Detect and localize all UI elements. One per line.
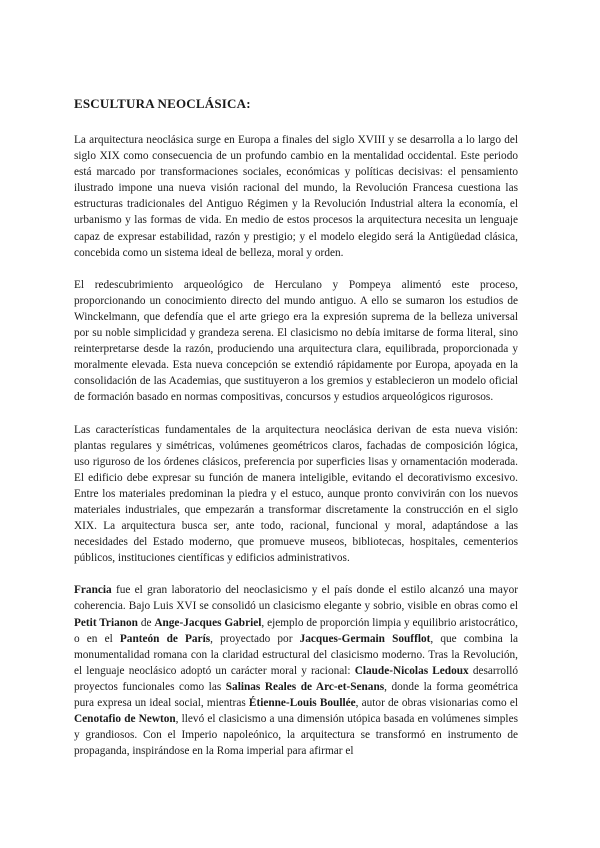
term-panteon: Panteón de París (119, 632, 211, 645)
text-run: , ejemplo de proporción limpia y equilibrio aristocrático, o en el (74, 616, 518, 645)
term-petit-trianon: Petit Trianon (74, 616, 138, 629)
text-run: , proyectado por (210, 632, 300, 645)
term-francia: Francia (74, 584, 112, 597)
term-ledoux: Claude-Nicolas Ledoux (354, 664, 469, 677)
page-title: ESCULTURA NEOCLÁSICA: (74, 96, 251, 111)
text-run: de (137, 616, 155, 629)
term-cenotafio: Cenotafio de Newton (74, 713, 176, 726)
text-run: fue el gran laboratorio del neoclasicismo y el país donde el estilo alcanzó una mayor coherencia. Bajo Luis XVI se consolidó un clasicismo elegante y sobrio, visible en obras como el (74, 584, 518, 613)
term-gabriel: Ange-Jacques Gabriel (154, 616, 262, 629)
text-run: , donde la forma geométrica pura expresa un ideal social, mientras (74, 680, 518, 709)
text-run: desarrolló proyectos funcionales como las (74, 664, 519, 693)
text-run: , que combina la monumentalidad romana con la claridad estructural del clasicismo moderno. Tras la Revolución, el lenguaje neoclásico adoptó un carácter moral y racional: (74, 632, 518, 677)
term-salinas: Salinas Reales de Arc-et-Senans (225, 680, 385, 693)
paragraph-3: Las características fundamentales de la arquitectura neoclásica derivan de esta nueva visión: plantas regulares y simétricas, volúmenes geométricos claros, fachadas de composición lógica, uso riguroso de los órdenes clásicos, preferencia por superficies lisas y ornamentación moderada. El edificio debe expresar su función de manera inteligible, evitando el decorativismo excesivo. Entre los materiales predominan la piedra y el estuco, aunque pronto convivirán con los nuevos materiales industriales, que empezarán a transformar discretamente la construcción en el siglo XIX. La arquitectura busca ser, ante todo, racional, funcional y moral, adaptándose a las necesidades del Estado moderno, que promueve museos, bibliotecas, hospitales, cementerios públicos, instituciones científicas y edificios administrativos. (74, 423, 518, 565)
paragraph-2: El redescubrimiento arqueológico de Herculano y Pompeya alimentó este proceso, proporcionando un conocimiento directo del mundo antiguo. A ello se sumaron los estudios de Winckelmann, que defendía que el arte griego era la expresión suprema de la belleza universal por su noble simplicidad y grandeza serena. El clasicismo no debía imitarse de forma literal, sino reinterpretarse desde la razón, produciendo una arquitectura clara, equilibrada, proporcionada y moralmente elevada. Esta nueva concepción se extendió rápidamente por Europa, apoyada en la consolidación de las Academias, que sustituyeron a los gremios y establecieron un modelo oficial de formación basado en normas compositivas, concursos y estudios arqueológicos rigurosos. (74, 278, 518, 404)
text-run: , autor de obras visionarias como el (355, 697, 519, 709)
paragraph-1: La arquitectura neoclásica surge en Europa a finales del siglo XVIII y se desarrolla a lo largo del siglo XIX como consecuencia de un profundo cambio en la mentalidad occidental. Este periodo está marcado por transformaciones sociales, económicas y políticas decisivas: el pensamiento ilustrado impone una nueva visión racional del mundo, la Revolución Francesa cuestiona las estructuras tradicionales del Antiguo Régimen y la Revolución Industrial altera la economía, el urbanismo y las formas de vida. En medio de estos procesos la arquitectura necesita un lenguaje capaz de expresar estabilidad, razón y prestigio; y el modelo elegido será la Antigüedad clásica, concebida como un sistema ideal de belleza, moral y orden. (74, 134, 518, 259)
term-soufflot: Jacques-Germain Soufflot (299, 632, 431, 645)
term-boullee: Étienne-Louis Boullée (248, 697, 356, 709)
text-run: , llevó el clasicismo a una dimensión utópica basada en volúmenes simples y grandiosos. Con el Imperio napoleónico, la arquitectura se transformó en instrumento de propaganda, inspirándose en la Roma imperial para afirmar el (74, 713, 518, 758)
paragraph-4 (74, 582, 518, 759)
